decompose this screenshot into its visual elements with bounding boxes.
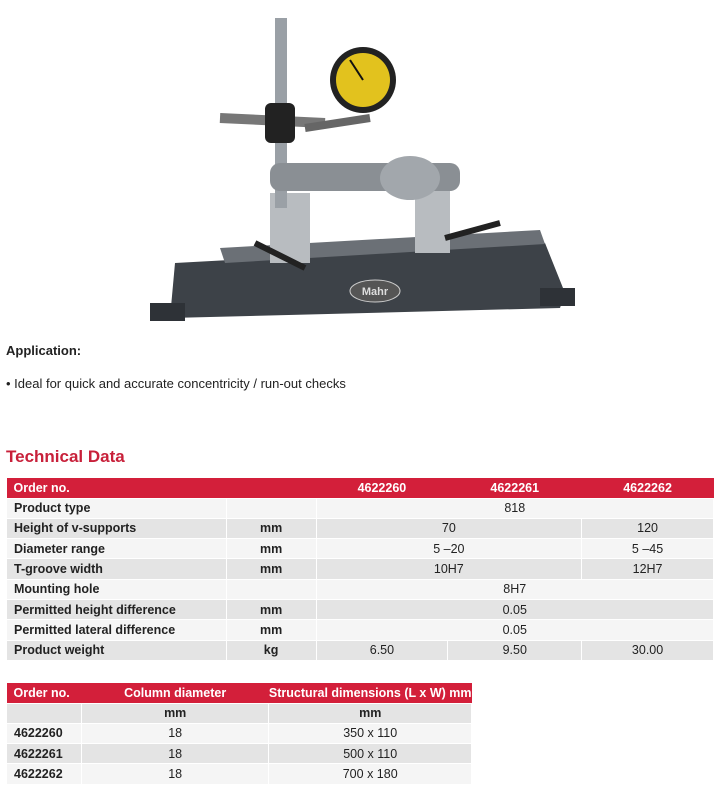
unit: mm (269, 703, 472, 723)
row-label: Product weight (7, 640, 227, 660)
structural-dimensions: 350 x 110 (269, 723, 472, 743)
header-structural-dimensions: Structural dimensions (L x W) mm (269, 683, 472, 703)
row-label: Height of v-supports (7, 518, 227, 538)
column-diameter: 18 (81, 744, 268, 764)
table-row (7, 723, 472, 743)
svg-text:Mahr: Mahr (361, 286, 389, 298)
table-row (7, 539, 714, 559)
row-value: 70 (316, 518, 582, 538)
row-value: 0.05 (316, 599, 713, 619)
row-value: 8H7 (316, 579, 713, 599)
technical-data-heading: Technical Data (6, 447, 125, 466)
row-label: Permitted lateral difference (7, 620, 227, 640)
header-unit (226, 478, 316, 498)
row-value: 5 –20 (316, 539, 582, 559)
row-unit (226, 498, 316, 518)
row-value: 9.50 (448, 640, 582, 660)
structural-dimensions: 500 x 110 (269, 744, 472, 764)
row-value: 10H7 (316, 559, 582, 579)
row-unit: mm (226, 559, 316, 579)
row-value: 6.50 (316, 640, 448, 660)
structural-dimensions: 700 x 180 (269, 764, 472, 784)
application-bullet: • Ideal for quick and accurate concentricity / run-out checks (6, 376, 346, 391)
header-order-no: Order no. (7, 683, 82, 703)
table-row (7, 518, 714, 538)
header-column-diameter: Column diameter (81, 683, 268, 703)
dimensions-table (6, 683, 472, 784)
row-unit: mm (226, 599, 316, 619)
row-unit (226, 579, 316, 599)
row-unit: kg (226, 640, 316, 660)
row-label: Product type (7, 498, 227, 518)
application-heading: Application: (6, 343, 82, 358)
table-row (7, 620, 714, 640)
row-value: 818 (316, 498, 713, 518)
row-unit: mm (226, 620, 316, 640)
table-row (7, 498, 714, 518)
table-row (7, 559, 714, 579)
concentricity-tester-image (145, 8, 585, 338)
row-value: 12H7 (582, 559, 714, 579)
header-4622260: 4622260 (316, 478, 448, 498)
table-row (7, 579, 714, 599)
row-label: Mounting hole (7, 579, 227, 599)
table-row (7, 599, 714, 619)
row-value: 120 (582, 518, 714, 538)
row-unit: mm (226, 518, 316, 538)
column-diameter: 18 (81, 764, 268, 784)
row-value: 30.00 (582, 640, 714, 660)
unit (7, 703, 82, 723)
order-no: 4622262 (7, 764, 82, 784)
unit: mm (81, 703, 268, 723)
table-header-row (7, 683, 472, 703)
table-row (7, 640, 714, 660)
table-row (7, 764, 472, 784)
row-label: T-groove width (7, 559, 227, 579)
row-value: 5 –45 (582, 539, 714, 559)
header-4622261: 4622261 (448, 478, 582, 498)
row-label: Permitted height difference (7, 599, 227, 619)
header-4622262: 4622262 (582, 478, 714, 498)
header-order-no: Order no. (7, 478, 227, 498)
table-header-row (7, 478, 714, 498)
column-diameter: 18 (81, 723, 268, 743)
table-row (7, 744, 472, 764)
units-row (7, 703, 472, 723)
row-value: 0.05 (316, 620, 713, 640)
order-no: 4622260 (7, 723, 82, 743)
row-label: Diameter range (7, 539, 227, 559)
row-unit: mm (226, 539, 316, 559)
technical-data-table (6, 478, 714, 660)
order-no: 4622261 (7, 744, 82, 764)
